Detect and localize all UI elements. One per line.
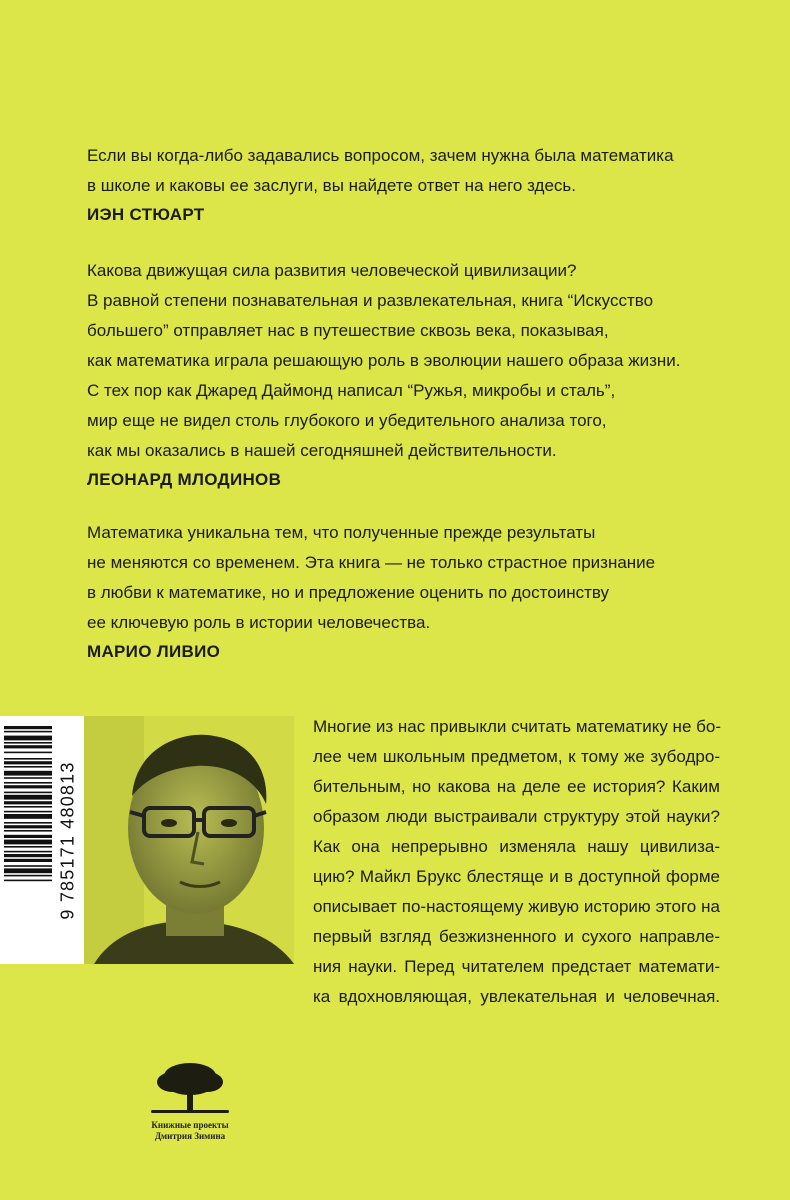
publisher-name-line2: Дмитрия Зимина xyxy=(154,1131,226,1141)
barcode-digits: 9 785171 480813 xyxy=(57,760,78,920)
barcode-bar xyxy=(4,782,52,784)
quote-line: большего” отправляет нас в путешествие сквозь века, показывая, xyxy=(87,321,609,340)
quote-stewart xyxy=(87,141,727,229)
barcode-bar xyxy=(4,761,52,764)
barcode-bar xyxy=(4,806,52,808)
barcode-bar xyxy=(4,731,52,733)
barcode-bar xyxy=(4,830,52,832)
quote-line: в любви к математике, но и предложение оценить по достоинству xyxy=(87,583,610,602)
description-line: лее чем школьным предметом, к тому же зубодро- xyxy=(313,747,720,766)
author-photo xyxy=(84,716,294,964)
description-line: ния науки. Перед читателем предстает математи- xyxy=(313,957,720,976)
barcode-bars xyxy=(0,716,56,964)
tree-icon xyxy=(145,1058,235,1120)
barcode-bar xyxy=(4,771,52,776)
description-line: образом люди выстраивали структуру этой науки? xyxy=(313,807,720,826)
quote-mlodinow xyxy=(87,256,727,494)
quote-line: мир еще не видел столь глубокого и убедительного анализа того, xyxy=(87,411,607,430)
quote-line: В равной степени познавательная и развлекательная, книга “Искусство xyxy=(87,291,654,310)
barcode-bar xyxy=(4,752,52,754)
barcode-bar xyxy=(4,736,52,741)
quote-author: МАРИО ЛИВИО xyxy=(87,642,221,661)
barcode-bar xyxy=(4,745,52,748)
publisher-name-line1: Книжные проекты xyxy=(151,1120,229,1130)
barcode-bar xyxy=(4,795,52,800)
quote-line: Математика уникальна тем, что полученные прежде результаты xyxy=(87,523,596,542)
barcode-bar xyxy=(4,875,52,877)
barcode-bar xyxy=(4,814,52,819)
quote-livio xyxy=(87,518,727,666)
description-line: ка вдохновляющая, увлекательная и человечная. xyxy=(313,987,720,1006)
barcode-bar xyxy=(4,766,52,768)
publisher-logo xyxy=(130,1058,250,1158)
barcode-bar xyxy=(4,801,52,804)
barcode-bar xyxy=(4,851,52,853)
description-line: Многие из нас привыкли считать математику не бо- xyxy=(313,717,721,736)
description-line: цию? Майкл Брукс блестяще и в доступной форме xyxy=(313,867,720,886)
quote-author: ЛЕОНАРД МЛОДИНОВ xyxy=(87,470,282,489)
barcode-bar xyxy=(4,854,52,857)
quote-line: Если вы когда-либо задавались вопросом, зачем нужна была математика xyxy=(87,146,674,165)
quote-line: как мы оказались в нашей сегодняшней действительности. xyxy=(87,441,557,460)
barcode-digits-wrap xyxy=(55,716,81,964)
quote-line: С тех пор как Джаред Даймонд написал “Ружья, микробы и сталь”, xyxy=(87,381,616,400)
barcode-bar xyxy=(4,758,52,760)
author-portrait-icon xyxy=(84,716,294,964)
barcode-bar xyxy=(4,868,52,873)
barcode-bar xyxy=(4,835,52,838)
barcode-bar xyxy=(4,859,52,862)
description-line: бительным, но какова на деле ее история? Каким xyxy=(313,777,720,796)
quote-line: ее ключевую роль в истории человечества. xyxy=(87,613,431,632)
barcode-bar xyxy=(4,846,52,848)
quote-line: Какова движущая сила развития человеческой цивилизации? xyxy=(87,261,577,280)
barcode-bar xyxy=(4,726,52,729)
quote-line: как математика играла решающую роль в эволюции нашего образа жизни. xyxy=(87,351,681,370)
quote-line: в школе и каковы ее заслуги, вы найдете ответ на него здесь. xyxy=(87,176,576,195)
quote-line: не меняются со временем. Эта книга — не только страстное признание xyxy=(87,553,656,572)
book-description xyxy=(313,712,720,1012)
barcode-bar xyxy=(4,865,52,867)
description-line: Как она непрерывно изменяла нашу цивилиза- xyxy=(313,837,720,856)
barcode-bar xyxy=(4,785,52,788)
barcode-bar xyxy=(4,822,52,824)
barcode-bar xyxy=(4,825,52,828)
isbn-barcode xyxy=(0,716,84,964)
barcode-bar xyxy=(4,777,52,779)
barcode-bar xyxy=(4,880,52,882)
barcode-bar xyxy=(4,840,52,845)
barcode-bar xyxy=(4,792,52,794)
quote-author: ИЭН СТЮАРТ xyxy=(87,205,205,224)
description-line: описывает по-настоящему живую историю этого на xyxy=(313,897,720,916)
description-line: первый взгляд безжизненного и сухого направле- xyxy=(313,927,720,946)
barcode-bar xyxy=(4,811,52,813)
barcode-bar xyxy=(4,742,52,744)
